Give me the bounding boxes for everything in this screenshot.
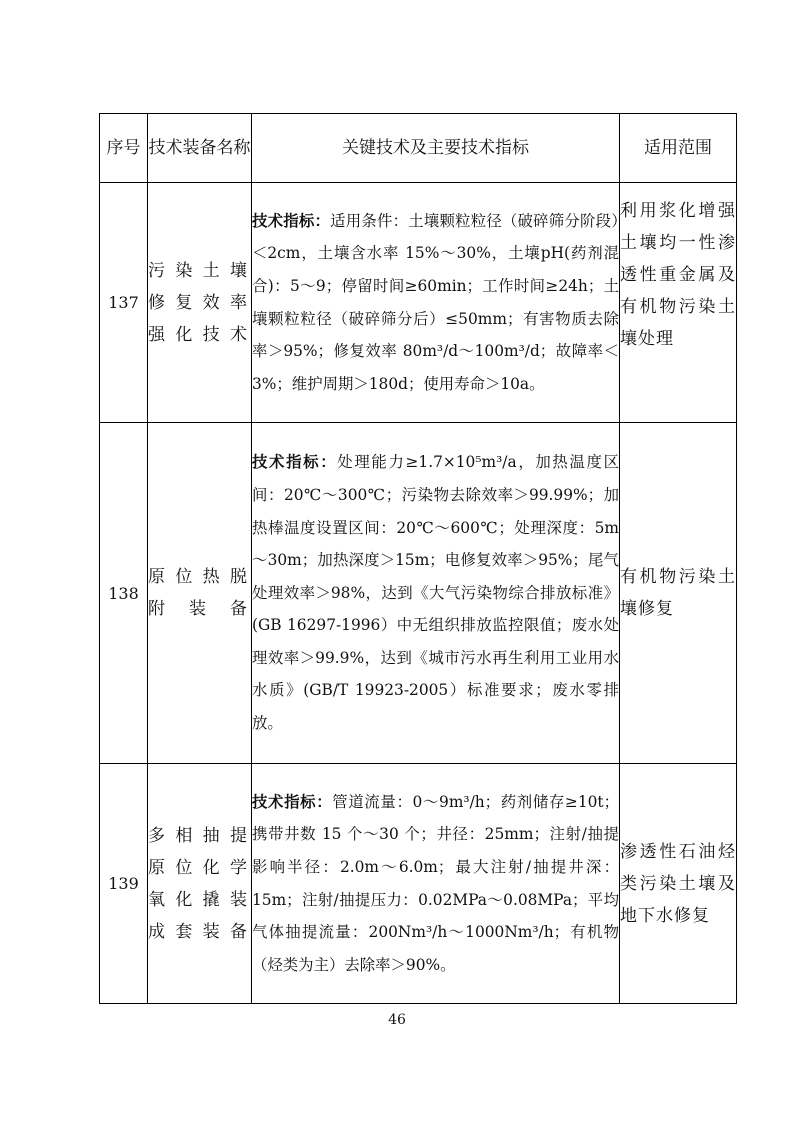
technical-spec [252,423,620,764]
table-row [100,423,737,764]
table-row [100,764,737,1004]
header-application-scope: 适用范围 [620,114,737,183]
equipment-name [148,423,252,764]
table-header-row [100,114,737,183]
application-scope: 渗透性石油烃类污染土壤及地下水修复 [620,764,737,1004]
application-scope: 利用浆化增强土壤均一性渗透性重金属及有机物污染土壤处理 [620,183,737,423]
equipment-name [148,183,252,423]
spec-label: 技术指标： [252,211,331,230]
spec-text: 管道流量：0～9m³/h；药剂储存≥10t；携带井数 15 个～30 个；井径：25mm；注射/抽提影响半径：2.0m～6.0m；最大注射/抽提井深：15m；注射/抽提压力：0.02MPa～0.08MPa；平均气体抽提流量：200Nm³/h～1000Nm³/h；有机物（烃类为主）去除率＞90%。 [252,792,619,974]
header-key-technology: 关键技术及主要技术指标 [252,114,620,183]
equipment-name [148,764,252,1004]
spec-label: 技术指标： [252,453,338,472]
table-row [100,183,737,423]
header-equipment-name: 技术装备名称 [148,114,252,183]
equipment-spec-table [99,113,737,1004]
row-number: 138 [100,423,148,764]
row-number: 139 [100,764,148,1004]
equipment-name-text: 原位热脱附装备 [148,567,251,619]
technical-spec [252,183,620,423]
equipment-name-text: 污染土壤修复效率强化技术 [148,260,251,345]
page-number: 46 [388,1012,406,1028]
row-number: 137 [100,183,148,423]
spec-text: 处理能力≥1.7×10⁵m³/a，加热温度区间：20℃～300℃；污染物去除效率＞99.99%；加热棒温度设置区间：20℃～600℃；处理深度：5m～30m；加热深度＞15m；电修复效率＞95%；尾气处理效率＞98%，达到《大气污染物综合排放标准》(GB 16297-1996）中无组织排放监控限值；废水处理效率＞99.9%，达到《城市污水再生利用工业用水水质》(GB/T 19923-2005）标准要求；废水零排放。 [252,453,619,733]
technical-spec [252,764,620,1004]
header-serial-number: 序号 [100,114,148,183]
application-scope: 有机物污染土壤修复 [620,423,737,764]
equipment-name-text: 多相抽提原位化学氧化撬装成套装备 [148,825,251,942]
spec-text: 适用条件：土壤颗粒粒径（破碎筛分阶段）＜2cm，土壤含水率 15%～30%，土壤pH(药剂混合)：5～9；停留时间≥60min；工作时间≥24h；土壤颗粒粒径（破碎筛分后）≤50mm；有害物质去除率＞95%；修复效率 80m³/d～100m³/d；故障率＜3%；维护周期＞180d；使用寿命＞10a。 [252,211,619,393]
spec-label: 技术指标： [252,792,333,811]
